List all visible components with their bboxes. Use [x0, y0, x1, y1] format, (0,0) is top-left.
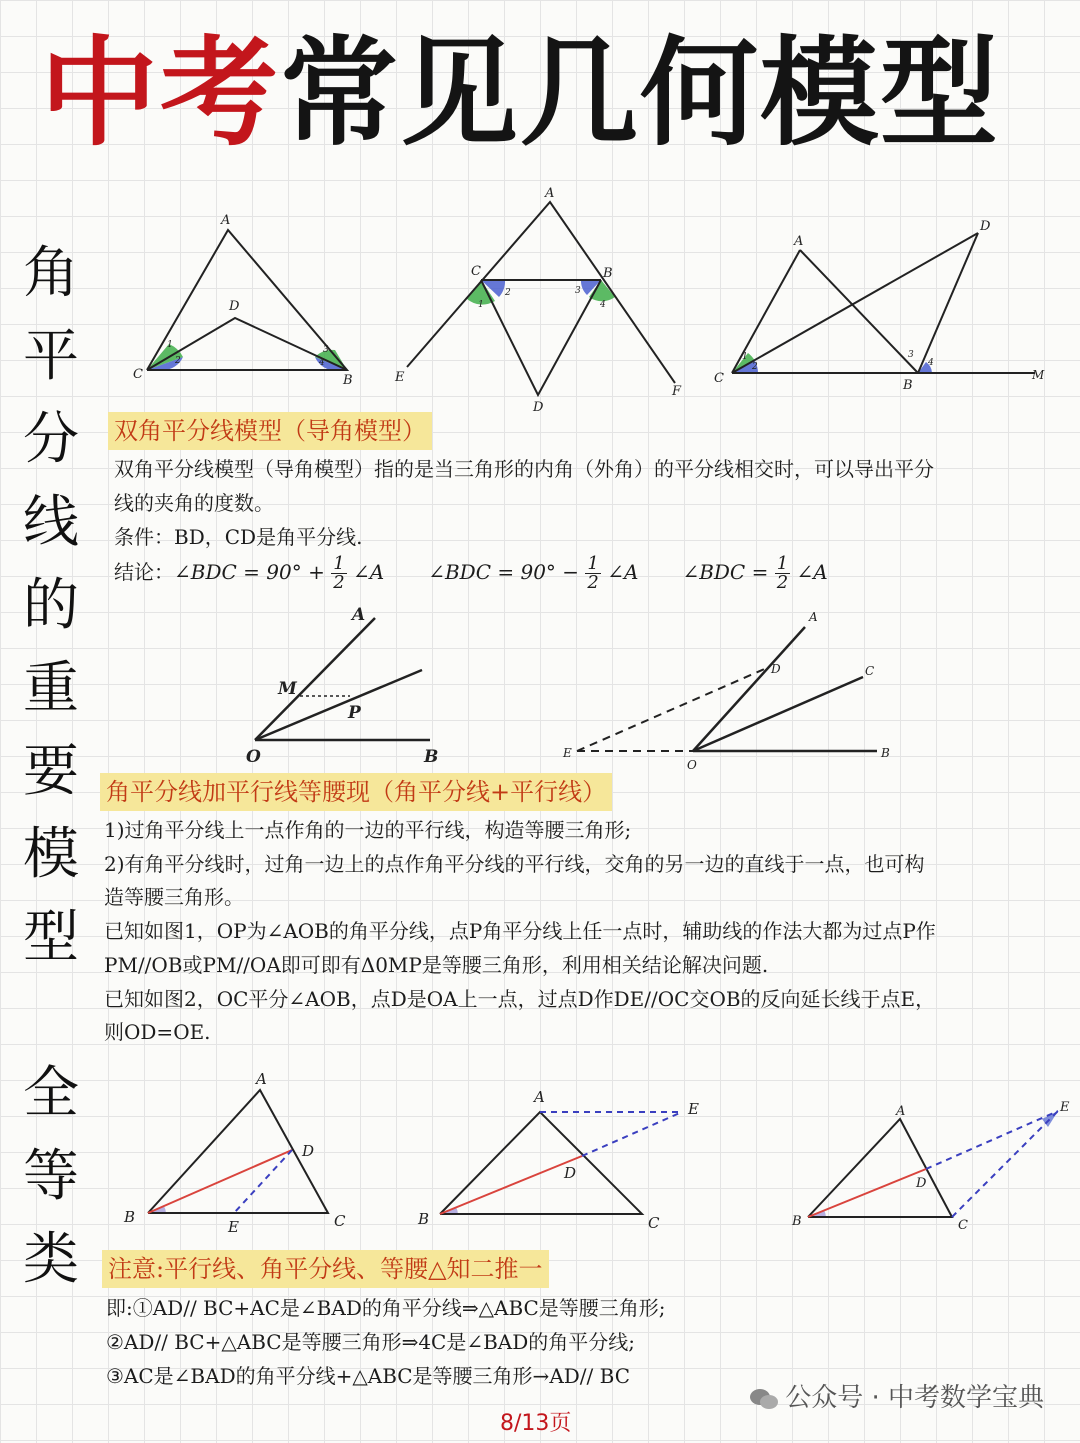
section-heading-know-two-infer-one: 注意:平行线、角平分线、等腰△知二推一 — [102, 1250, 549, 1288]
section2-text-line2: 2)有角平分线时，过角一边上的点作角平分线的平行线，交角的另一边的直线于一点，也可构 — [104, 852, 925, 876]
watermark — [749, 1378, 1044, 1418]
title-part-red: 中考 — [40, 24, 281, 162]
label-b: B — [343, 373, 353, 388]
label-e: E — [688, 1100, 699, 1118]
label-e: E — [563, 746, 572, 760]
label-c: C — [334, 1212, 346, 1230]
label-c: C — [648, 1214, 660, 1232]
label-a: A — [534, 1088, 545, 1106]
side-title-congruent — [18, 1052, 84, 1301]
figure-congruent-1 — [120, 1068, 360, 1238]
page-number: 8/13页 — [500, 1411, 572, 1436]
figure-double-bisector-inner — [125, 210, 375, 390]
label-angle-2: 2 — [505, 288, 511, 298]
label-d: D — [302, 1142, 315, 1160]
label-angle-4: 4 — [319, 358, 325, 368]
side-char: 平 — [23, 324, 79, 389]
section1-condition: 条件：BD，CD是角平分线. — [114, 525, 363, 549]
label-angle-1: 1 — [742, 352, 748, 362]
section1-text-line1: 双角平分线模型（导角模型）指的是当三角形的内角（外角）的平分线相交时，可以导出平分 — [114, 457, 934, 481]
title-part-black: 常见几何模型 — [280, 24, 1001, 162]
label-e: E — [1060, 1100, 1070, 1115]
fraction-num: 1 — [776, 553, 789, 574]
label-o: O — [687, 758, 697, 772]
section2-text-line3: 造等腰三角形。 — [104, 885, 244, 909]
bisector-bd — [808, 1169, 926, 1217]
label-a: A — [794, 234, 804, 249]
section1-conclusion — [114, 552, 872, 592]
label-angle-3: 3 — [575, 286, 581, 296]
formula-1-rhs: ∠A — [353, 560, 385, 584]
label-angle-3: 3 — [323, 345, 329, 355]
formula-2 — [428, 552, 638, 592]
side-char: 角 — [23, 241, 79, 306]
label-angle-2: 2 — [175, 356, 181, 366]
formula-1 — [174, 552, 384, 592]
section2-text-line7: 则OD=OE. — [104, 1020, 211, 1044]
dashed-de — [234, 1150, 292, 1213]
label-d: D — [533, 400, 544, 415]
label-c: C — [958, 1218, 968, 1233]
fraction-num: 1 — [587, 553, 599, 574]
label-b: B — [418, 1210, 430, 1228]
label-b: B — [903, 378, 913, 393]
label-e: E — [228, 1218, 239, 1236]
fraction-half — [585, 555, 600, 592]
fraction-half — [775, 555, 790, 592]
formula-3-lhs: ∠BDC = — [682, 560, 769, 584]
fraction-num: 1 — [333, 553, 345, 574]
dashed-ce — [952, 1111, 1058, 1217]
label-m: M — [278, 679, 297, 699]
label-angle-3: 3 — [908, 350, 914, 360]
formula-2-lhs: ∠BDC = 90° − — [428, 560, 580, 584]
dashed-de — [582, 1112, 682, 1156]
figure-bisector-parallel-1 — [240, 600, 460, 770]
section1-text-line2: 线的夹角的度数。 — [114, 491, 274, 515]
section3-text-line2: ②AD// BC+△ABC是等腰三角形⇒4C是∠BAD的角平分线; — [106, 1330, 636, 1354]
triangle-abc — [440, 1112, 642, 1214]
label-a: A — [352, 605, 366, 625]
label-b: B — [124, 1208, 136, 1226]
watermark-text: 公众号 · 中考数学宝典 — [785, 1383, 1044, 1413]
lines-ab-ac-extended — [407, 202, 675, 383]
section3-text-line1: 即:①AD// BC+AC是∠BAD的角平分线⇒△ABC是等腰三角形; — [106, 1296, 666, 1320]
label-angle-4: 4 — [928, 358, 934, 368]
side-title-angle-bisector — [18, 232, 84, 979]
bisector-bd — [148, 1150, 292, 1213]
side-char: 重 — [23, 656, 79, 721]
section2-text-line1: 1)过角平分线上一点作角的一边的平行线，构造等腰三角形; — [104, 818, 632, 842]
formula-3-rhs: ∠A — [796, 560, 828, 584]
label-d: D — [771, 662, 781, 676]
label-m: M — [1032, 368, 1045, 382]
segment-ab — [800, 250, 918, 373]
section2-text-line5: PM//OB或PM//OA即可即有Δ0MP是等腰三角形，利用相关结论解决问题. — [104, 953, 769, 977]
conclusion-label: 结论： — [114, 560, 174, 584]
triangle-abc — [147, 230, 347, 370]
formula-2-rhs: ∠A — [607, 560, 639, 584]
label-e: E — [395, 370, 405, 385]
bisector-bd — [918, 233, 978, 373]
bisectors-cd-bd — [481, 280, 601, 395]
label-a: A — [896, 1104, 906, 1119]
side-char: 型 — [23, 905, 79, 970]
figure-congruent-3 — [790, 1095, 1080, 1245]
side-char: 分 — [23, 407, 79, 472]
label-angle-2: 2 — [752, 362, 758, 372]
label-a: A — [221, 213, 231, 228]
section3-text-line3: ③AC是∠BAD的角平分线+△ABC是等腰三角形→AD// BC — [106, 1364, 631, 1388]
side-char: 等 — [23, 1144, 79, 1209]
bisector-bd — [440, 1156, 582, 1214]
label-angle-1: 1 — [478, 300, 484, 310]
label-c: C — [133, 367, 143, 382]
side-char: 线 — [23, 490, 79, 555]
formula-1-lhs: ∠BDC = 90° + — [174, 560, 325, 584]
label-p: P — [348, 703, 361, 723]
side-char: 的 — [23, 573, 79, 638]
label-a: A — [809, 610, 818, 624]
ray-oa — [693, 627, 805, 751]
figure-double-bisector-outer — [395, 185, 695, 415]
wechat-icon — [749, 1386, 779, 1412]
side-char: 全 — [23, 1061, 79, 1126]
fraction-half — [331, 555, 346, 592]
label-b: B — [603, 266, 613, 281]
label-o: O — [246, 747, 261, 767]
label-d: D — [564, 1164, 577, 1182]
figure-congruent-2 — [410, 1080, 710, 1240]
label-b: B — [792, 1214, 802, 1229]
dashed-ed — [577, 667, 769, 751]
figure-bisector-mixed — [710, 215, 1055, 395]
bisector-cd — [732, 233, 978, 373]
label-b: B — [424, 747, 439, 767]
label-f: F — [672, 384, 682, 399]
label-c: C — [471, 264, 481, 279]
label-angle-1: 1 — [167, 340, 173, 350]
side-char: 类 — [23, 1227, 79, 1292]
label-b: B — [881, 746, 890, 760]
section2-text-line6: 已知如图2，OC平分∠AOB，点D是OA上一点，过点D作DE//OC交OB的反向延长线于点E， — [104, 987, 936, 1011]
formula-3 — [682, 552, 827, 592]
figure-bisector-parallel-2 — [555, 605, 905, 775]
label-d: D — [916, 1176, 927, 1191]
label-angle-4: 4 — [600, 300, 606, 310]
section2-text-line4: 已知如图1，OP为∠AOB的角平分线，点P角平分线上任一点时，辅助线的作法大都为过点P作 — [104, 919, 936, 943]
fraction-den: 2 — [587, 572, 599, 593]
section-heading-bisector-parallel: 角平分线加平行线等腰现（角平分线+平行线） — [100, 773, 612, 811]
label-c: C — [714, 371, 724, 386]
label-d: D — [980, 219, 991, 234]
label-c: C — [865, 664, 875, 678]
side-char: 要 — [23, 739, 79, 804]
side-char: 模 — [23, 822, 79, 887]
label-a: A — [256, 1070, 267, 1088]
triangle-abc — [148, 1090, 328, 1213]
dashed-de — [926, 1111, 1058, 1169]
label-a: A — [545, 186, 555, 201]
label-d: D — [229, 299, 240, 314]
section-heading-double-bisector: 双角平分线模型（导角模型） — [108, 412, 432, 450]
page-title — [40, 18, 1050, 168]
fraction-den: 2 — [776, 572, 789, 593]
fraction-den: 2 — [333, 572, 345, 593]
